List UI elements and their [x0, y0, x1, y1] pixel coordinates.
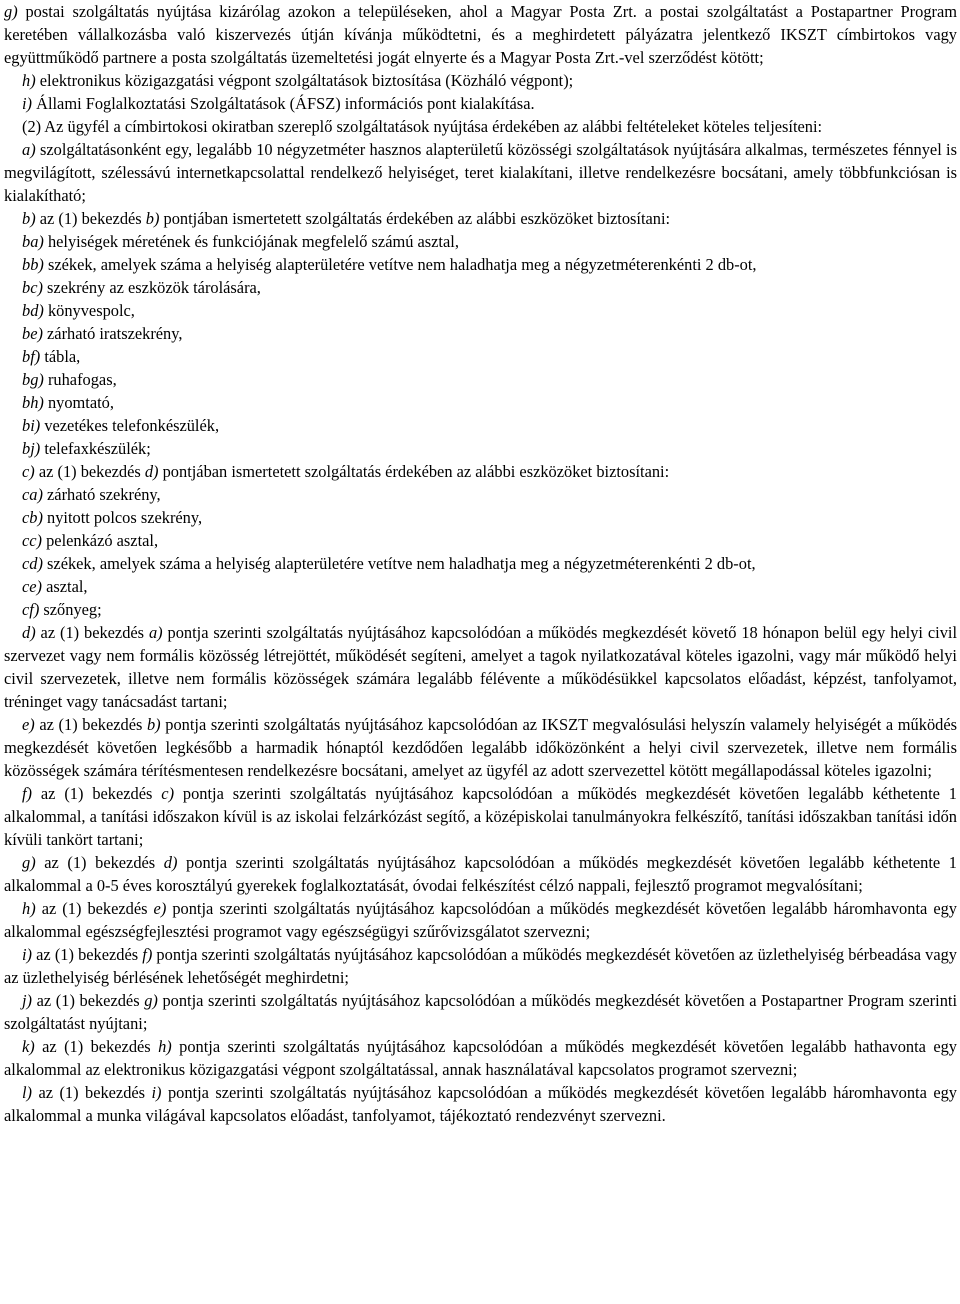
paragraph-text: pontja szerinti szolgáltatás nyújtásához kapcsolódóan a működés megkezdését követően az üzlethelyiség bérbeadása vagy az üzlethelyiség bérlésének lehetőségét meghirdetni;: [4, 945, 957, 987]
paragraph-text: (2) Az ügyfél a címbirtokosi okiratban szereplő szolgáltatások nyújtása érdekében az alábbi feltételeket köteles teljesíteni:: [22, 117, 823, 136]
paragraph-text: vezetékes telefonkészülék,: [40, 416, 220, 435]
paragraph-text: székek, amelyek száma a helyiség alapterületére vetítve nem haladhatja meg a négyzetméterenkénti 2 db-ot,: [43, 255, 757, 274]
paragraph-text: zárható iratszekrény,: [42, 324, 183, 343]
paragraph-text: az (1) bekezdés: [32, 945, 143, 964]
paragraph-bi: [4, 414, 957, 437]
paragraph-text: Állami Foglalkoztatási Szolgáltatások (ÁFSZ) információs pont kialakítása.: [32, 94, 535, 113]
paragraph-h: [4, 69, 957, 92]
paragraph-ce: [4, 575, 957, 598]
paragraph-bg: [4, 368, 957, 391]
item-marker: ca): [22, 485, 43, 504]
paragraph-cf: [4, 598, 957, 621]
paragraph-text: asztal,: [42, 577, 88, 596]
paragraph-text: könyvespolc,: [43, 301, 135, 320]
paragraph-text: az (1) bekezdés: [32, 1083, 152, 1102]
item-marker: cc): [22, 531, 43, 550]
item-marker: f): [22, 784, 33, 803]
item-marker: c): [161, 784, 175, 803]
item-marker: b): [145, 209, 160, 228]
item-marker: d): [22, 623, 36, 642]
item-marker: bj): [22, 439, 41, 458]
item-marker: l): [22, 1083, 33, 1102]
paragraph-g2: [4, 851, 957, 897]
paragraph-text: az (1) bekezdés: [35, 209, 146, 228]
paragraph-text: telefaxkészülék;: [40, 439, 151, 458]
paragraph-text: pontja szerinti szolgáltatás nyújtásához kapcsolódóan a működés megkezdését követően legalább hathavonta egy alkalommal az elektronikus közigazgatási végpont szolgáltatással, annak használatával kapcsolatos programot szervezni;: [4, 1037, 957, 1079]
paragraph-text: postai szolgáltatás nyújtása kizárólag azokon a településeken, ahol a Magyar Posta Zrt. a postai szolgáltatást a Postapartner Program keretében vállalkozásba való kiszervezés útján kívánja működtetni, és a meghirdetett pályázatra jelentkező IKSZT címbirtokos vagy együttműködő partnere a posta szolgáltatás üzemeltetési jogát elnyerte és a Magyar Posta Zrt.-vel szerződést kötött;: [4, 2, 957, 67]
item-marker: i): [22, 94, 33, 113]
item-marker: cf): [22, 600, 40, 619]
item-marker: e): [153, 899, 167, 918]
item-marker: i): [22, 945, 33, 964]
item-marker: a): [148, 623, 163, 642]
item-marker: k): [22, 1037, 35, 1056]
item-marker: bc): [22, 278, 43, 297]
paragraph-text: szőnyeg;: [39, 600, 102, 619]
paragraph-text: pontjában ismertetett szolgáltatás érdekében az alábbi eszközöket biztosítani:: [159, 209, 671, 228]
paragraph-d: [4, 621, 957, 713]
paragraph-c: [4, 460, 957, 483]
paragraph-text: pontja szerinti szolgáltatás nyújtásához kapcsolódóan a működés megkezdését követően legalább háromhavonta egy alkalommal a munka világával kapcsolatos előadást, tanfolyamot, tájékoztató rendezvényt szervezni.: [4, 1083, 957, 1125]
paragraph-bh: [4, 391, 957, 414]
item-marker: a): [22, 140, 36, 159]
paragraph-i: [4, 92, 957, 115]
item-marker: ce): [22, 577, 43, 596]
item-marker: g): [22, 853, 36, 872]
paragraph-text: szekrény az eszközök tárolására,: [42, 278, 261, 297]
item-marker: bh): [22, 393, 44, 412]
item-marker: bd): [22, 301, 44, 320]
item-marker: cd): [22, 554, 43, 573]
item-marker: i): [151, 1083, 162, 1102]
paragraph-text: az (1) bekezdés: [34, 715, 147, 734]
paragraph-text: az (1) bekezdés: [35, 623, 149, 642]
item-marker: j): [22, 991, 33, 1010]
paragraph-bb: [4, 253, 957, 276]
paragraph-text: pontja szerinti szolgáltatás nyújtásához kapcsolódóan a működés megkezdését követően a Postapartner Program szerinti szolgáltatást nyújtani;: [4, 991, 957, 1033]
paragraph-bj: [4, 437, 957, 460]
paragraph-cc: [4, 529, 957, 552]
item-marker: ba): [22, 232, 44, 251]
paragraph-bc: [4, 276, 957, 299]
paragraph-e: [4, 713, 957, 782]
item-marker: d): [144, 462, 159, 481]
item-marker: h): [22, 899, 36, 918]
paragraph-bf: [4, 345, 957, 368]
paragraph-bd: [4, 299, 957, 322]
paragraph-text: pelenkázó asztal,: [42, 531, 159, 550]
paragraph-text: pontja szerinti szolgáltatás nyújtásához kapcsolódóan a működés megkezdését követően legalább kéthetente 1 alkalommal, a tanítási időszakon kívül is az iskolai felzárkózást segítő, a középiskolai tanulmányokra felkészítő, tanítási időszakban tanítási időn kívüli tankört tartani;: [4, 784, 957, 849]
item-marker: b): [146, 715, 161, 734]
item-marker: f): [142, 945, 153, 964]
paragraph-j: [4, 989, 957, 1035]
paragraph-text: pontja szerinti szolgáltatás nyújtásához kapcsolódóan a működés megkezdését követően legalább kéthetente 1 alkalommal a 0-5 éves korosztályú gyerekek foglalkoztatását, óvodai felkészítést célzó nappali, fejlesztő programot megvalósítani;: [4, 853, 957, 895]
paragraph-i2: [4, 943, 957, 989]
paragraph-text: pontjában ismertetett szolgáltatás érdekében az alábbi eszközöket biztosítani:: [158, 462, 670, 481]
paragraph-text: pontja szerinti szolgáltatás nyújtásához kapcsolódóan a működés megkezdését követő 18 hónapon belül egy helyi civil szervezet vagy nem formális közösség létrejöttét, működését segíteni, amelyet a tagok nyilatkozatával köteles igazolni, vagy már működő helyi civil szervezetek, illetve nem formális közösségek számára legalább félévente a működésükkel kapcsolatos előadást, képzést, tanfolyamot, tréninget vagy tanácsadást tartani;: [4, 623, 957, 711]
document-body: [4, 0, 957, 1127]
paragraph-text: az (1) bekezdés: [35, 853, 164, 872]
paragraph-text: elektronikus közigazgatási végpont szolgáltatások biztosítása (Közháló végpont);: [35, 71, 574, 90]
item-marker: cb): [22, 508, 43, 527]
paragraph-k: [4, 1035, 957, 1081]
paragraph-cd: [4, 552, 957, 575]
item-marker: h): [158, 1037, 172, 1056]
paragraph-h2: [4, 897, 957, 943]
item-marker: c): [22, 462, 35, 481]
paragraph-text: pontja szerinti szolgáltatás nyújtásához kapcsolódóan az IKSZT megvalósulási helyszín valamely helyiségét a működés megkezdését követően legkésőbb a harmadik hónaptól kezdődően legalább időközönként a helyi civil szervezetek, illetve nem formális közösségek számára térítésmentesen rendelkezésre bocsátani, amelyet az ügyfél az adott szervezettel kötött megállapodással köteles igazolni;: [4, 715, 957, 780]
paragraph-text: az (1) bekezdés: [32, 784, 162, 803]
paragraph-cb: [4, 506, 957, 529]
paragraph-g: [4, 0, 957, 69]
paragraph-ba: [4, 230, 957, 253]
paragraph-a: [4, 138, 957, 207]
paragraph-text: szolgáltatásonként egy, legalább 10 négyzetméter hasznos alapterületű közösségi szolgáltatások nyújtására alkalmas, természetes fénnyel is megvilágított, szélessávú internetkapcsolattal rendelkező helyiséget, teret kialakítani, illetve rendelkezésre bocsátani, amely többfunkciósan is kialakítható;: [4, 140, 957, 205]
paragraph-be: [4, 322, 957, 345]
item-marker: d): [163, 853, 178, 872]
item-marker: bi): [22, 416, 41, 435]
item-marker: h): [22, 71, 36, 90]
paragraph-text: az (1) bekezdés: [34, 1037, 159, 1056]
paragraph-ca: [4, 483, 957, 506]
paragraph-l: [4, 1081, 957, 1127]
paragraph-text: helyiségek méretének és funkciójának megfelelő számú asztal,: [43, 232, 459, 251]
item-marker: be): [22, 324, 43, 343]
paragraph-text: az (1) bekezdés: [34, 462, 145, 481]
item-marker: bg): [22, 370, 44, 389]
item-marker: bf): [22, 347, 41, 366]
paragraph-text: ruhafogas,: [43, 370, 117, 389]
paragraph-text: székek, amelyek száma a helyiség alapterületére vetítve nem haladhatja meg a négyzetméterenkénti 2 db-ot,: [42, 554, 756, 573]
paragraph-text: nyitott polcos szekrény,: [42, 508, 203, 527]
paragraph-text: zárható szekrény,: [42, 485, 161, 504]
paragraph-text: nyomtató,: [43, 393, 114, 412]
paragraph-b: [4, 207, 957, 230]
item-marker: g): [144, 991, 158, 1010]
item-marker: g): [4, 2, 18, 21]
item-marker: b): [22, 209, 36, 228]
item-marker: bb): [22, 255, 44, 274]
paragraph-text: pontja szerinti szolgáltatás nyújtásához kapcsolódóan a működés megkezdését követően legalább háromhavonta egy alkalommal egészségfejlesztési programot vagy egészségügyi szűrővizsgálatot szervezni;: [4, 899, 957, 941]
paragraph-text: tábla,: [40, 347, 81, 366]
paragraph-s2: [4, 115, 957, 138]
paragraph-f: [4, 782, 957, 851]
paragraph-text: az (1) bekezdés: [35, 899, 154, 918]
item-marker: e): [22, 715, 35, 734]
paragraph-text: az (1) bekezdés: [32, 991, 145, 1010]
